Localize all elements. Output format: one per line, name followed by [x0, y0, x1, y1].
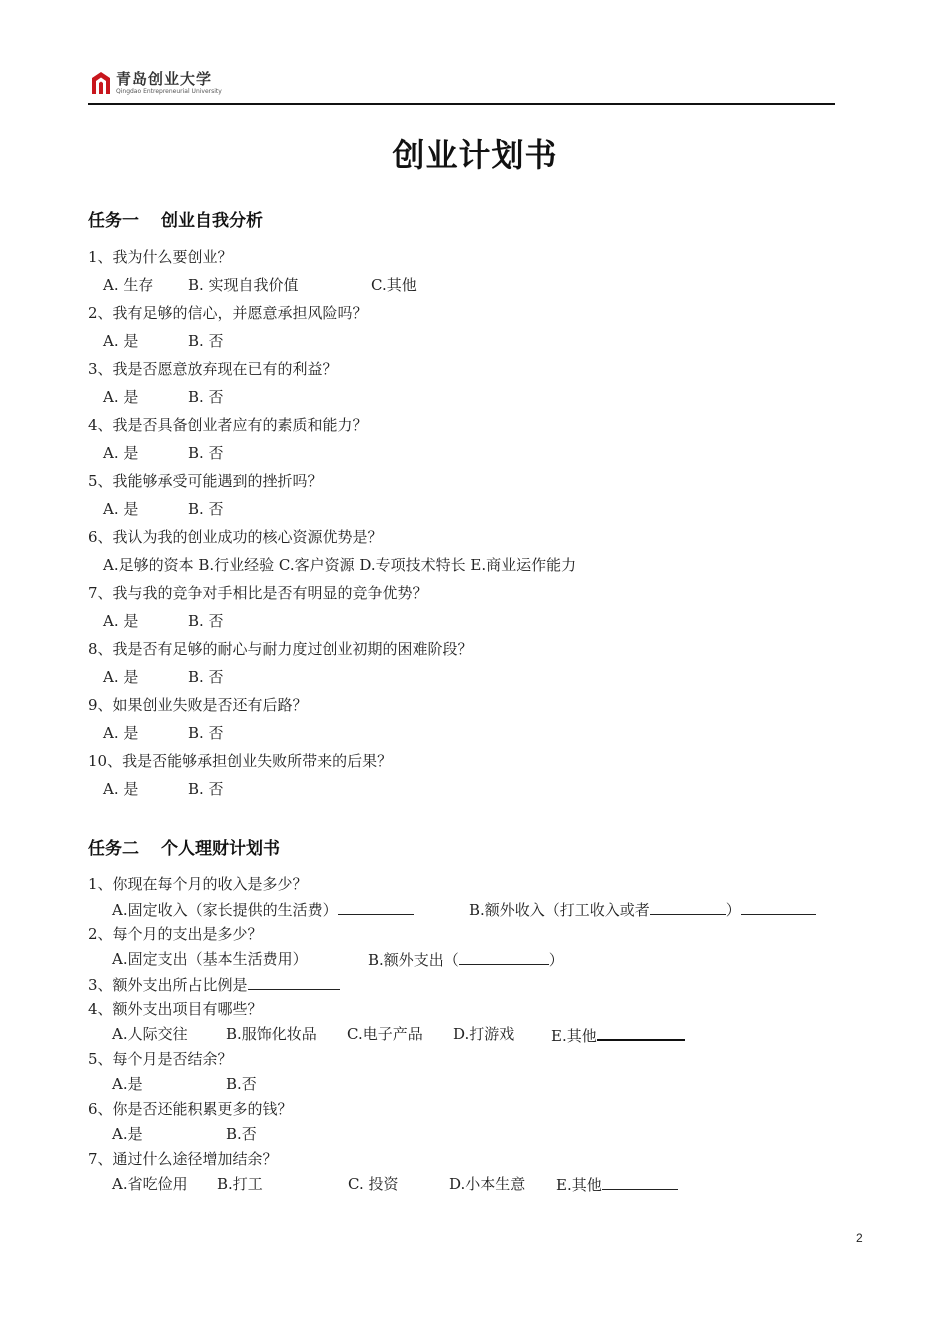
t1-q8-option-b: B. 否 [188, 668, 224, 686]
t1-q1-option-b: B. 实现自我价值 [188, 276, 299, 294]
t2-q2-option-b-close: ） [548, 951, 564, 969]
t2-question-3 [88, 974, 340, 995]
t2-q7-option-e-label: E.其他 [556, 1176, 602, 1194]
t2-question-5: 5、每个月是否结余？ [88, 1050, 233, 1068]
t2-q1-option-b-close: ） [725, 901, 741, 919]
university-logo [90, 70, 222, 96]
task1-heading [88, 206, 263, 231]
logo-name-en: Qingdao Entrepreneurial University [116, 88, 222, 95]
t1-question-1: 1、我为什么要创业？ [88, 248, 233, 266]
task2-number: 任务二 [88, 839, 139, 859]
logo-name-cn: 青岛创业大学 [116, 70, 213, 88]
t2-q7-option-a: A.省吃俭用 [112, 1175, 188, 1193]
t1-q7-option-b: B. 否 [188, 612, 224, 630]
t1-q10-option-b: B. 否 [188, 780, 224, 798]
t2-q4-option-e [551, 1024, 685, 1046]
t2-q4-option-e-label: E.其他 [551, 1027, 597, 1045]
t2-q5-option-b: B.否 [226, 1075, 257, 1093]
t2-question-4: 4、额外支出项目有哪些？ [88, 1000, 263, 1018]
t2-q2-option-b [368, 949, 564, 970]
t2-question-7: 7、通过什么途径增加结余？ [88, 1150, 278, 1168]
t1-question-3: 3、我是否愿意放弃现在已有的利益？ [88, 360, 338, 378]
t2-q1-option-a-label: A.固定收入（家长提供的生活费） [112, 901, 338, 919]
t2-q3-label: 3、额外支出所占比例是 [88, 976, 248, 994]
gate-logo-icon [90, 70, 112, 96]
t1-q4-option-a: A. 是 [103, 444, 139, 462]
t1-question-7: 7、我与我的竞争对手相比是否有明显的竞争优势？ [88, 584, 428, 602]
t2-q4-e-blank[interactable] [597, 1024, 685, 1041]
t2-q1-option-a [112, 899, 414, 920]
t2-q7-option-e [556, 1174, 678, 1195]
task2-name: 个人理财计划书 [161, 839, 280, 859]
task1-name: 创业自我分析 [161, 211, 263, 231]
header-divider [88, 103, 835, 105]
t2-q7-e-blank[interactable] [602, 1174, 678, 1190]
t1-q9-option-b: B. 否 [188, 724, 224, 742]
document-title: 创业计划书 [392, 136, 558, 174]
t2-q4-option-d: D.打游戏 [453, 1025, 515, 1043]
t1-question-2: 2、我有足够的信心，并愿意承担风险吗？ [88, 304, 368, 322]
t2-q6-option-b: B.否 [226, 1125, 257, 1143]
t1-q2-option-a: A. 是 [103, 332, 139, 350]
t1-q3-option-b: B. 否 [188, 388, 224, 406]
t2-q1-option-b-label: B.额外收入（打工收入或者 [469, 901, 650, 919]
t2-q2-option-a: A.固定支出（基本生活费用） [112, 950, 308, 968]
task1-number: 任务一 [88, 211, 139, 231]
t1-q4-option-b: B. 否 [188, 444, 224, 462]
t2-q4-option-a: A.人际交往 [112, 1025, 188, 1043]
t1-q1-option-a: A. 生存 [103, 276, 154, 294]
t1-question-6: 6、我认为我的创业成功的核心资源优势是？ [88, 528, 383, 546]
t1-question-5: 5、我能够承受可能遇到的挫折吗？ [88, 472, 323, 490]
t1-question-4: 4、我是否具备创业者应有的素质和能力？ [88, 416, 368, 434]
t2-q5-option-a: A.是 [112, 1075, 143, 1093]
t2-q7-option-c: C. 投资 [348, 1175, 399, 1193]
t2-q1-b-blank[interactable] [650, 899, 726, 915]
t2-q7-option-d: D.小本生意 [449, 1175, 526, 1193]
t1-q5-option-a: A. 是 [103, 500, 139, 518]
t1-question-8: 8、我是否有足够的耐心与耐力度过创业初期的困难阶段？ [88, 640, 473, 658]
t1-q5-option-b: B. 否 [188, 500, 224, 518]
t2-q4-option-c: C.电子产品 [347, 1025, 423, 1043]
t2-q7-option-b: B.打工 [217, 1175, 263, 1193]
page-number: 2 [856, 1231, 863, 1245]
t2-q1-b-amount-blank[interactable] [741, 899, 816, 915]
task2-heading [88, 834, 280, 859]
t2-question-6: 6、你是否还能积累更多的钱？ [88, 1100, 293, 1118]
t1-q9-option-a: A. 是 [103, 724, 139, 742]
t2-question-2: 2、每个月的支出是多少？ [88, 925, 263, 943]
t1-q10-option-a: A. 是 [103, 780, 139, 798]
t1-q7-option-a: A. 是 [103, 612, 139, 630]
t2-q3-blank[interactable] [248, 974, 340, 990]
t2-q1-a-blank[interactable] [338, 899, 414, 915]
t1-q3-option-a: A. 是 [103, 388, 139, 406]
t2-q6-option-a: A.是 [112, 1125, 143, 1143]
t1-q1-option-c: C.其他 [371, 276, 417, 294]
t1-q8-option-a: A. 是 [103, 668, 139, 686]
t1-question-10: 10、我是否能够承担创业失败所带来的后果？ [88, 752, 393, 770]
t2-q2-b-blank[interactable] [459, 949, 549, 965]
t2-q1-option-b [469, 899, 816, 920]
t1-q2-option-b: B. 否 [188, 332, 224, 350]
t2-q2-option-b-label: B.额外支出（ [368, 951, 459, 969]
t2-q4-option-b: B.服饰化妆品 [226, 1025, 317, 1043]
logo-text [116, 70, 222, 96]
t2-question-1: 1、你现在每个月的收入是多少？ [88, 875, 308, 893]
t1-q6-options: A.足够的资本 B.行业经验 C.客户资源 D.专项技术特长 E.商业运作能力 [103, 556, 577, 574]
t1-question-9: 9、如果创业失败是否还有后路？ [88, 696, 308, 714]
